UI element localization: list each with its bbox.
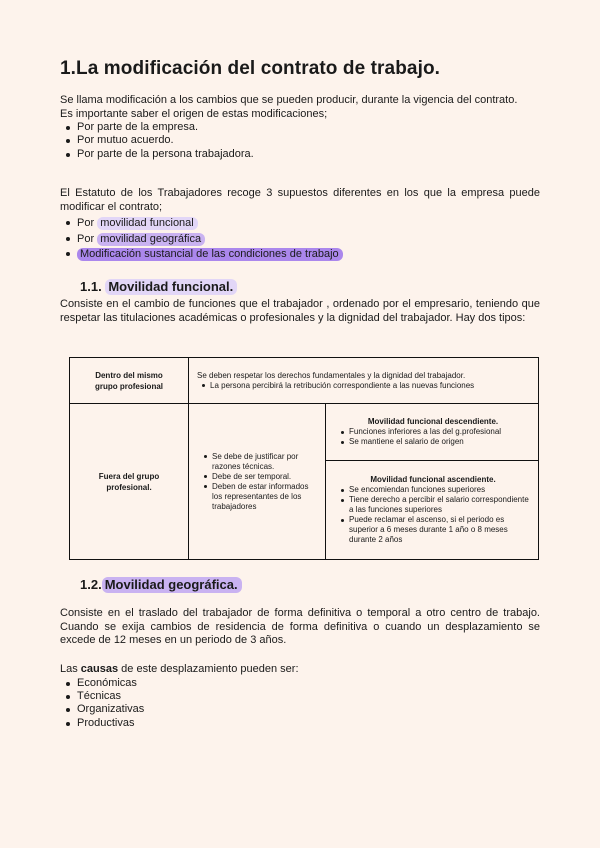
list-item: Debe de ser temporal. (199, 472, 317, 482)
subheading-ascendente: Movilidad funcional ascendiente. (370, 475, 496, 484)
table-cell (326, 404, 539, 461)
list-item: Tiene derecho a percibir el salario correspondiente a las funciones superiores (336, 495, 530, 515)
cell-text: Se deben respetar los derechos fundamentales y la dignidad del trabajador. (197, 370, 466, 380)
intro-origins-lead: Es importante saber el origen de estas modificaciones; (60, 107, 328, 120)
list-item: Se mantiene el salario de origen (336, 437, 530, 447)
table-cell (189, 358, 539, 404)
list-item (60, 247, 540, 263)
list-item: Organizativas (60, 703, 540, 716)
table-cell (189, 404, 326, 560)
highlight-movilidad-geografica: movilidad geográfica (97, 233, 205, 246)
highlight-movilidad-funcional: movilidad funcional (97, 217, 198, 230)
causes-lead: Las causas de este desplazamiento pueden ser: (60, 663, 299, 675)
row-header: Fuera del grupo profesional. (98, 471, 160, 492)
estatuto-block (60, 187, 540, 263)
table-cell (326, 461, 539, 560)
row-header: Dentro del mismo grupo profesional (95, 370, 163, 391)
section-1-2-paragraph: Consiste en el traslado del trabajador de forma definitiva o temporal a otro centro de trabajo. Cuando se exija cambios de residencia de forma definitiva o cuando un desplazamiento se excede de 12 meses en un periodo de 3 años. (60, 607, 540, 646)
list-item: Técnicas (60, 690, 540, 703)
estatuto-paragraph: El Estatuto de los Trabajadores recoge 3 supuestos diferentes en los que la empresa puede modificar el contrato; (60, 187, 540, 213)
table-cell (70, 404, 189, 560)
highlight-modificacion-sustancial: Modificación sustancial de las condiciones de trabajo (77, 248, 343, 261)
table-cell (70, 358, 189, 404)
list-item: Puede reclamar el ascenso, si el periodo es superior a 6 meses durante 1 año o 8 meses durante 2 años (336, 515, 530, 545)
cell-list (197, 381, 530, 391)
list-item: Se encomiendan funciones superiores (336, 485, 530, 495)
list-item: Económicas (60, 677, 540, 690)
section-1-1-paragraph: Consiste en el cambio de funciones que el trabajador , ordenado por el empresario, teniendo que respetar las titulaciones académicas o profesionales y la dignidad del trabajador. Hay dos tipos: (60, 298, 540, 324)
list-item: Deben de estar informados los representantes de los trabajadores (199, 482, 317, 512)
section-heading-1-1: 1.1. Movilidad funcional. (80, 279, 237, 295)
cell-list (336, 427, 530, 447)
origins-list (60, 121, 540, 161)
page-title: 1.La modificación del contrato de trabajo. (60, 58, 441, 79)
estatuto-list (60, 216, 540, 263)
cell-list (199, 452, 317, 512)
list-item: Funciones inferiores a las del g.profesional (336, 427, 530, 437)
causes-list (60, 677, 540, 731)
table-row (70, 404, 539, 461)
cell-list (336, 485, 530, 545)
intro-paragraph: Se llama modificación a los cambios que se pueden producir, durante la vigencia del contrato. (60, 94, 518, 106)
causes-block (60, 663, 540, 730)
section-title-highlight: Movilidad geográfica. (102, 577, 242, 593)
movilidad-funcional-table (69, 357, 539, 560)
intro-block (60, 94, 540, 161)
list-item: Productivas (60, 717, 540, 730)
list-item: La persona percibirá la retribución correspondiente a las nuevas funciones (197, 381, 530, 391)
section-heading-1-2: 1.2. Movilidad geográfica. (80, 577, 242, 593)
list-item: Por movilidad funcional (60, 216, 540, 232)
section-title-highlight: Movilidad funcional. (105, 279, 237, 295)
list-item: Se debe de justificar por razones técnicas. (199, 452, 317, 472)
list-item: Por parte de la empresa. (60, 121, 540, 134)
subheading-descendente: Movilidad funcional descendiente. (367, 417, 499, 426)
list-item: Por parte de la persona trabajadora. (60, 148, 540, 161)
table-row (70, 358, 539, 404)
list-item: Por mutuo acuerdo. (60, 134, 540, 147)
list-item: Por movilidad geográfica (60, 232, 540, 248)
